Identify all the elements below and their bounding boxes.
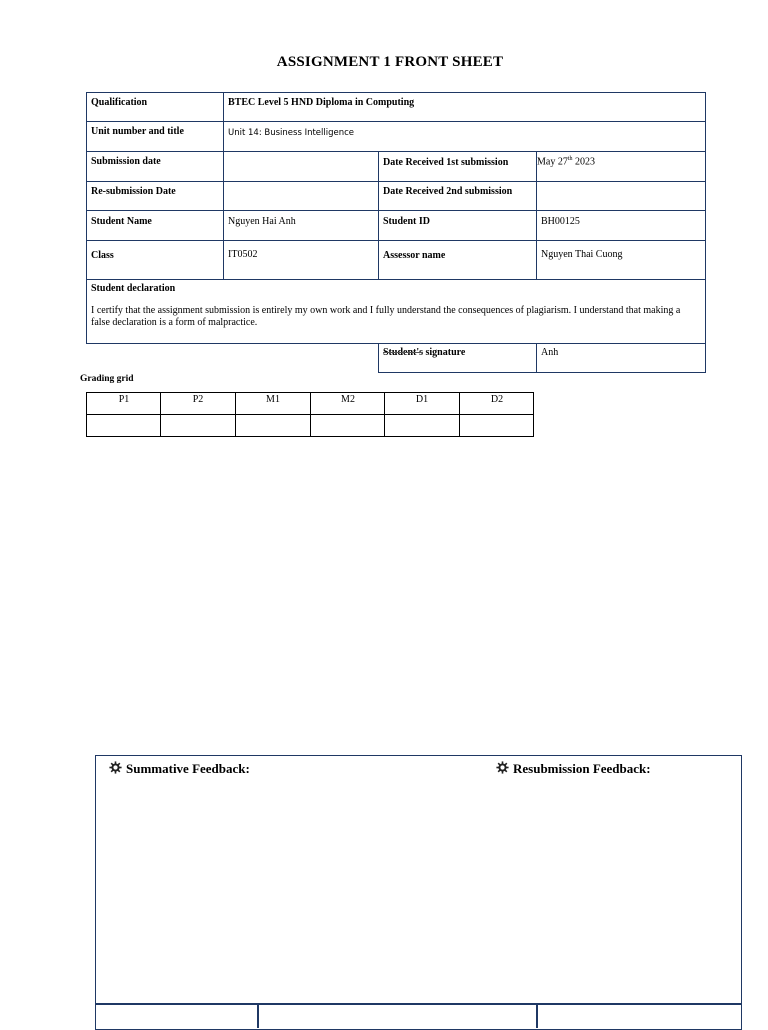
student-name-label: Student Name bbox=[91, 216, 152, 227]
grade-header-p2: P2 bbox=[192, 394, 204, 405]
submission-date-label: Submission date bbox=[91, 156, 161, 167]
grade-header-m1: M1 bbox=[266, 394, 280, 405]
page-title: ASSIGNMENT 1 FRONT SHEET bbox=[276, 54, 504, 70]
summative-feedback-title: Summative Feedback: bbox=[109, 761, 250, 777]
qualification-value: BTEC Level 5 HND Diploma in Computing bbox=[228, 97, 415, 108]
signature-value: Anh bbox=[541, 347, 559, 358]
signature-label: Student's signature bbox=[383, 347, 466, 358]
date-received-2-label: Date Received 2nd submission bbox=[383, 186, 513, 197]
grade-header-m2: M2 bbox=[341, 394, 355, 405]
date-received-1-label: Date Received 1st submission bbox=[383, 157, 509, 168]
grade-header-d2: D2 bbox=[490, 394, 504, 405]
assessor-value: Nguyen Thai Cuong bbox=[541, 249, 623, 260]
resubmission-feedback-title: Resubmission Feedback: bbox=[496, 761, 651, 777]
declaration-heading: Student declaration bbox=[91, 283, 176, 294]
class-value: IT0502 bbox=[228, 249, 258, 260]
student-id-value: BH00125 bbox=[541, 216, 580, 227]
student-name-value: Nguyen Hai Anh bbox=[228, 216, 296, 227]
unit-label: Unit number and title bbox=[91, 126, 184, 137]
declaration-text: I certify that the assignment submission is entirely my own work and I fully understand the consequences of plagiarism. I understand that making a false declaration is a form of malpractice. bbox=[91, 305, 681, 328]
qualification-label: Qualification bbox=[91, 97, 148, 108]
gear-icon bbox=[109, 761, 122, 774]
resubmission-label: Re-submission Date bbox=[91, 186, 176, 197]
grade-header-d1: D1 bbox=[415, 394, 429, 405]
grade-header-p1: P1 bbox=[118, 394, 130, 405]
student-id-label: Student ID bbox=[383, 216, 430, 227]
gear-icon bbox=[496, 761, 509, 774]
grading-grid-label: Grading grid bbox=[80, 374, 134, 384]
unit-value: Unit 14: Business Intelligence bbox=[228, 128, 355, 138]
date-received-1-value: May 27th 2023 bbox=[537, 156, 596, 168]
assessor-label: Assessor name bbox=[383, 250, 446, 261]
class-label: Class bbox=[91, 250, 114, 261]
